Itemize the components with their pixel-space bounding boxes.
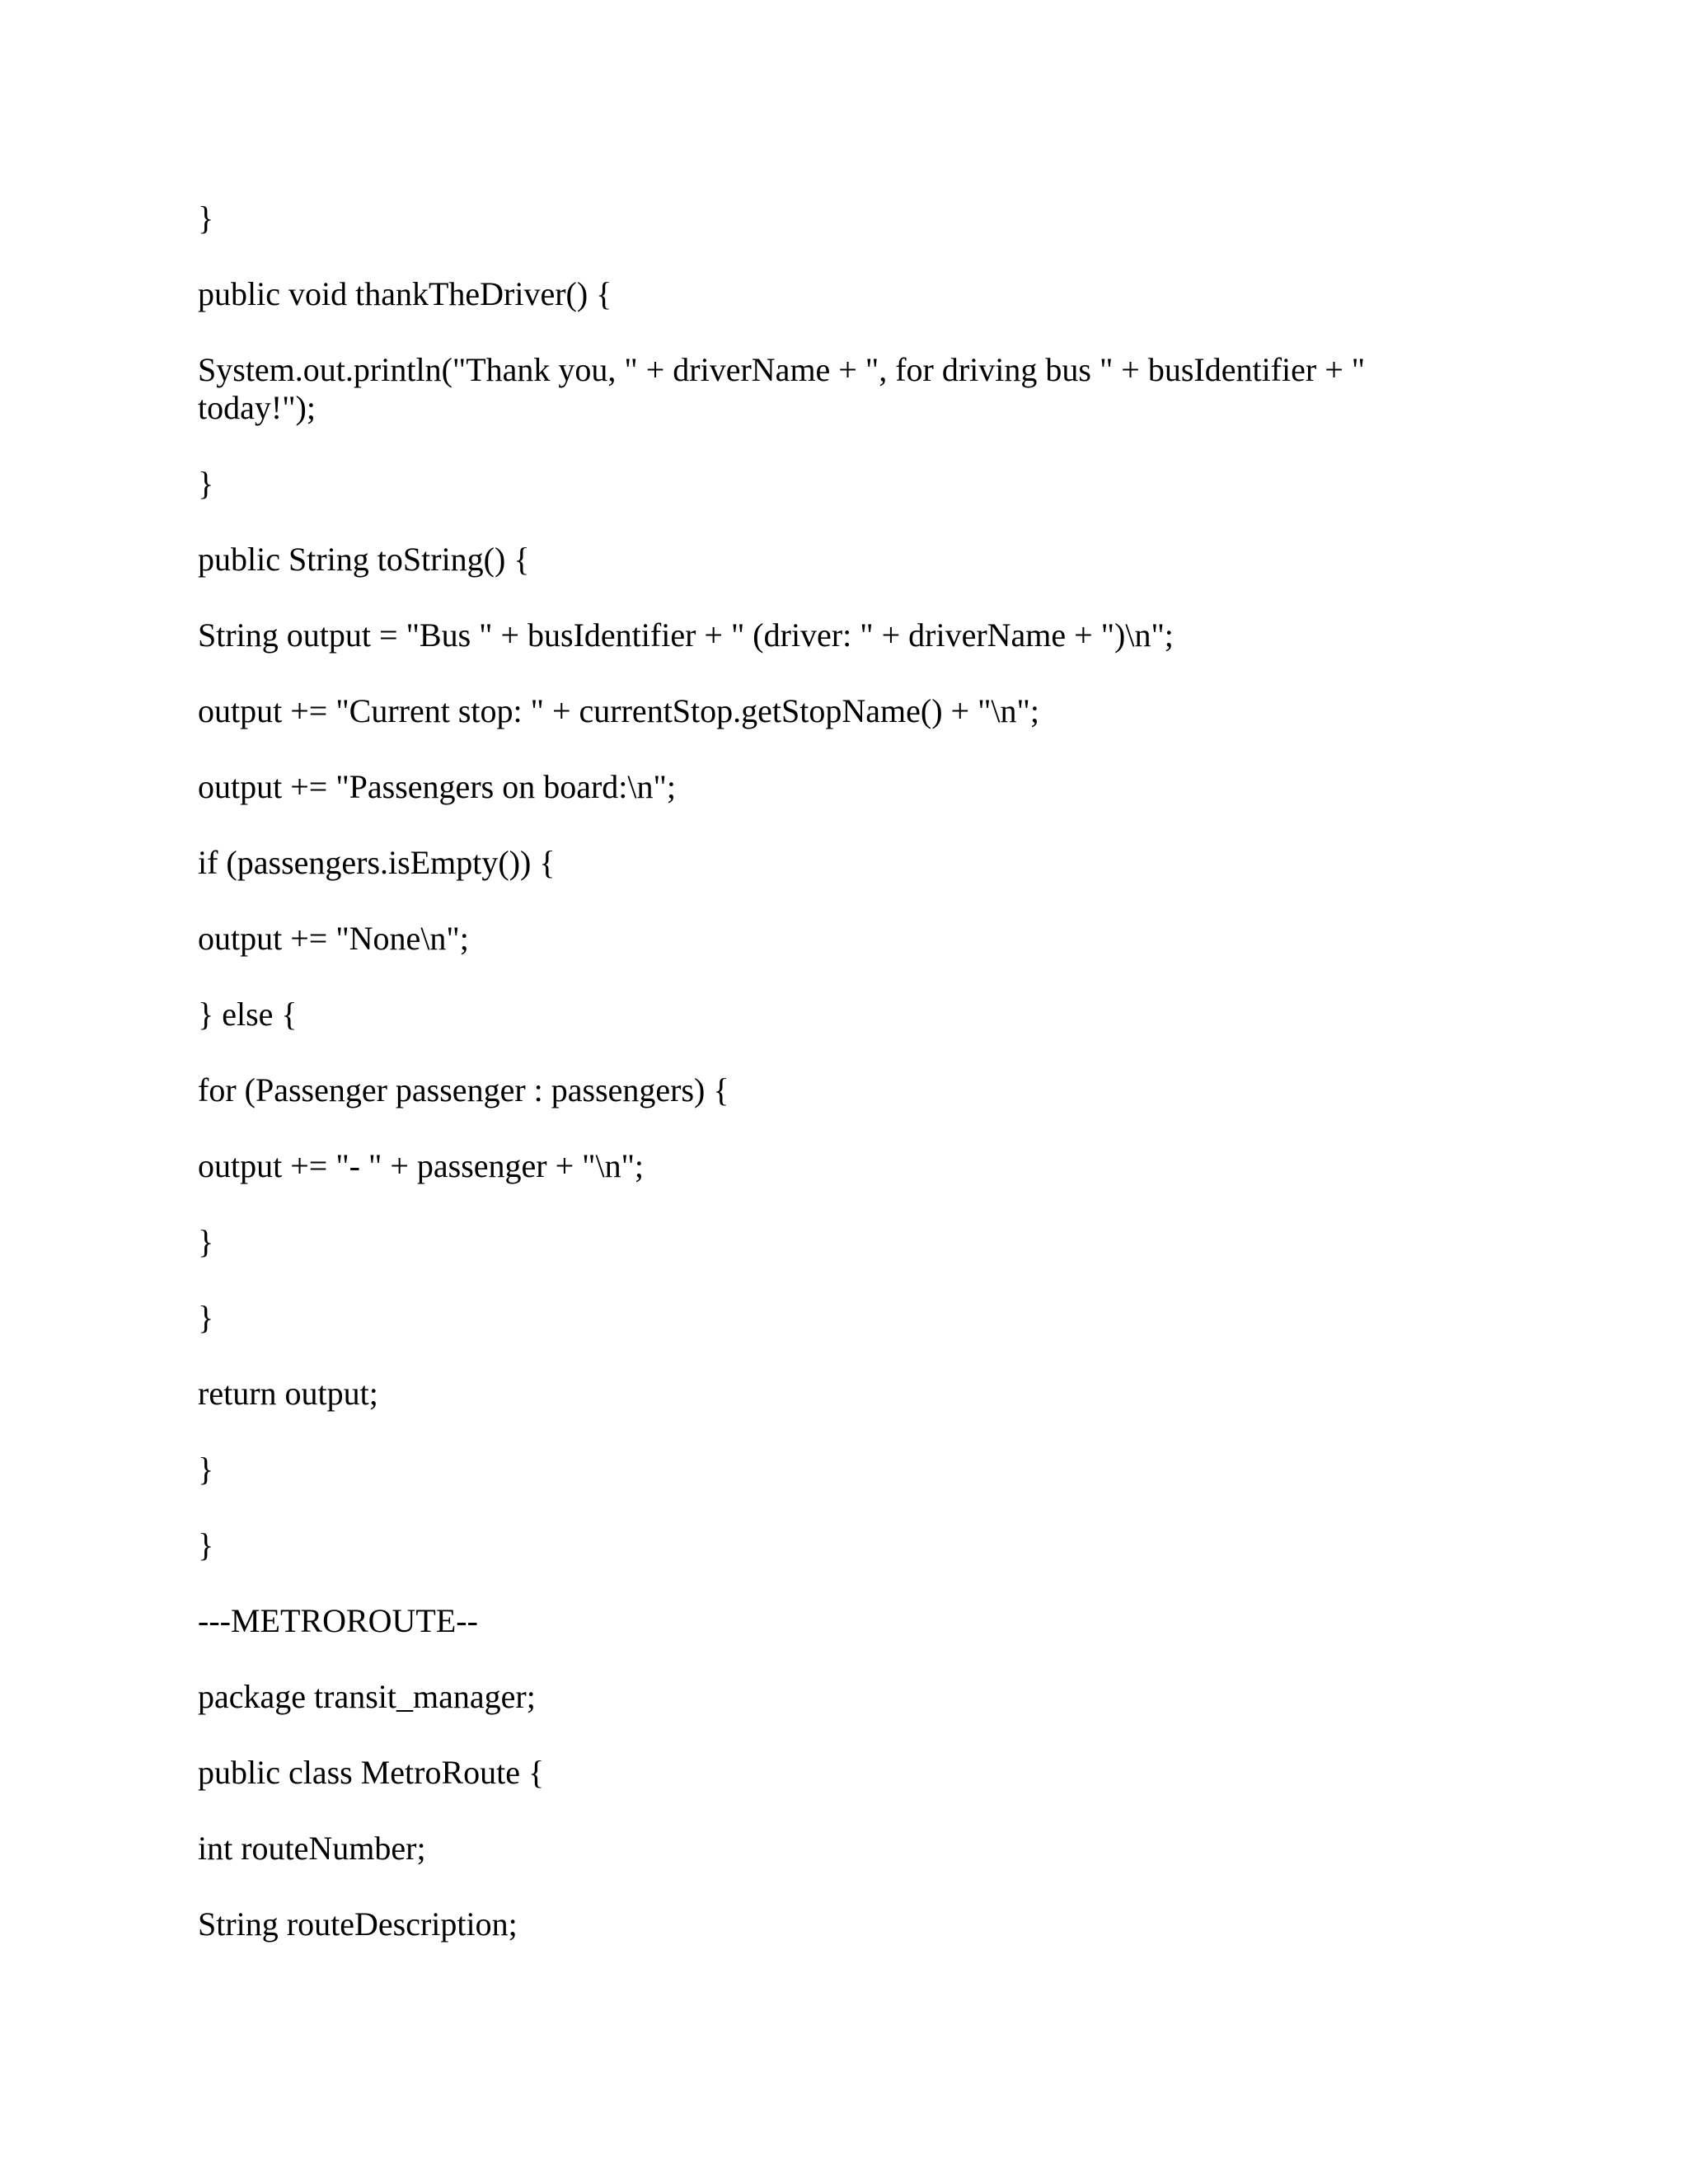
code-line-closing-brace: } [198,199,214,237]
code-line-println-statement: System.out.println("Thank you, " + driverName + ", for driving bus " + busIdentifier + " today!"); [198,351,1374,426]
code-line-closing-brace: } [198,1299,214,1336]
code-line-to-string-signature: public String toString() { [198,541,530,578]
code-line-current-stop: output += "Current stop: " + currentStop.getStopName() + "\n"; [198,692,1039,729]
code-line-passengers-on-board: output += "Passengers on board:\n"; [198,768,676,805]
code-line-closing-brace: } [198,465,214,502]
code-line-closing-brace: } [198,1526,214,1563]
code-line-output-passenger: output += "- " + passenger + "\n"; [198,1147,645,1184]
code-line-output-declaration: String output = "Bus " + busIdentifier + " (driver: " + driverName + ")\n"; [198,616,1174,654]
code-line-return-output: return output; [198,1375,378,1412]
code-line-for-loop: for (Passenger passenger : passengers) { [198,1071,729,1108]
code-line-thank-the-driver-signature: public void thankTheDriver() { [198,275,612,312]
code-line-class-declaration: public class MetroRoute { [198,1754,545,1791]
code-line-else: } else { [198,996,298,1033]
code-line-if-empty: if (passengers.isEmpty()) { [198,844,556,881]
code-line-package-declaration: package transit_manager; [198,1678,536,1715]
code-line-closing-brace: } [198,1451,214,1488]
section-separator-metroroute: ---METROROUTE-- [198,1602,478,1639]
code-line-route-description-field: String routeDescription; [198,1905,518,1943]
code-line-closing-brace: } [198,1223,214,1260]
code-line-output-none: output += "None\n"; [198,920,469,957]
code-line-route-number-field: int routeNumber; [198,1830,426,1867]
